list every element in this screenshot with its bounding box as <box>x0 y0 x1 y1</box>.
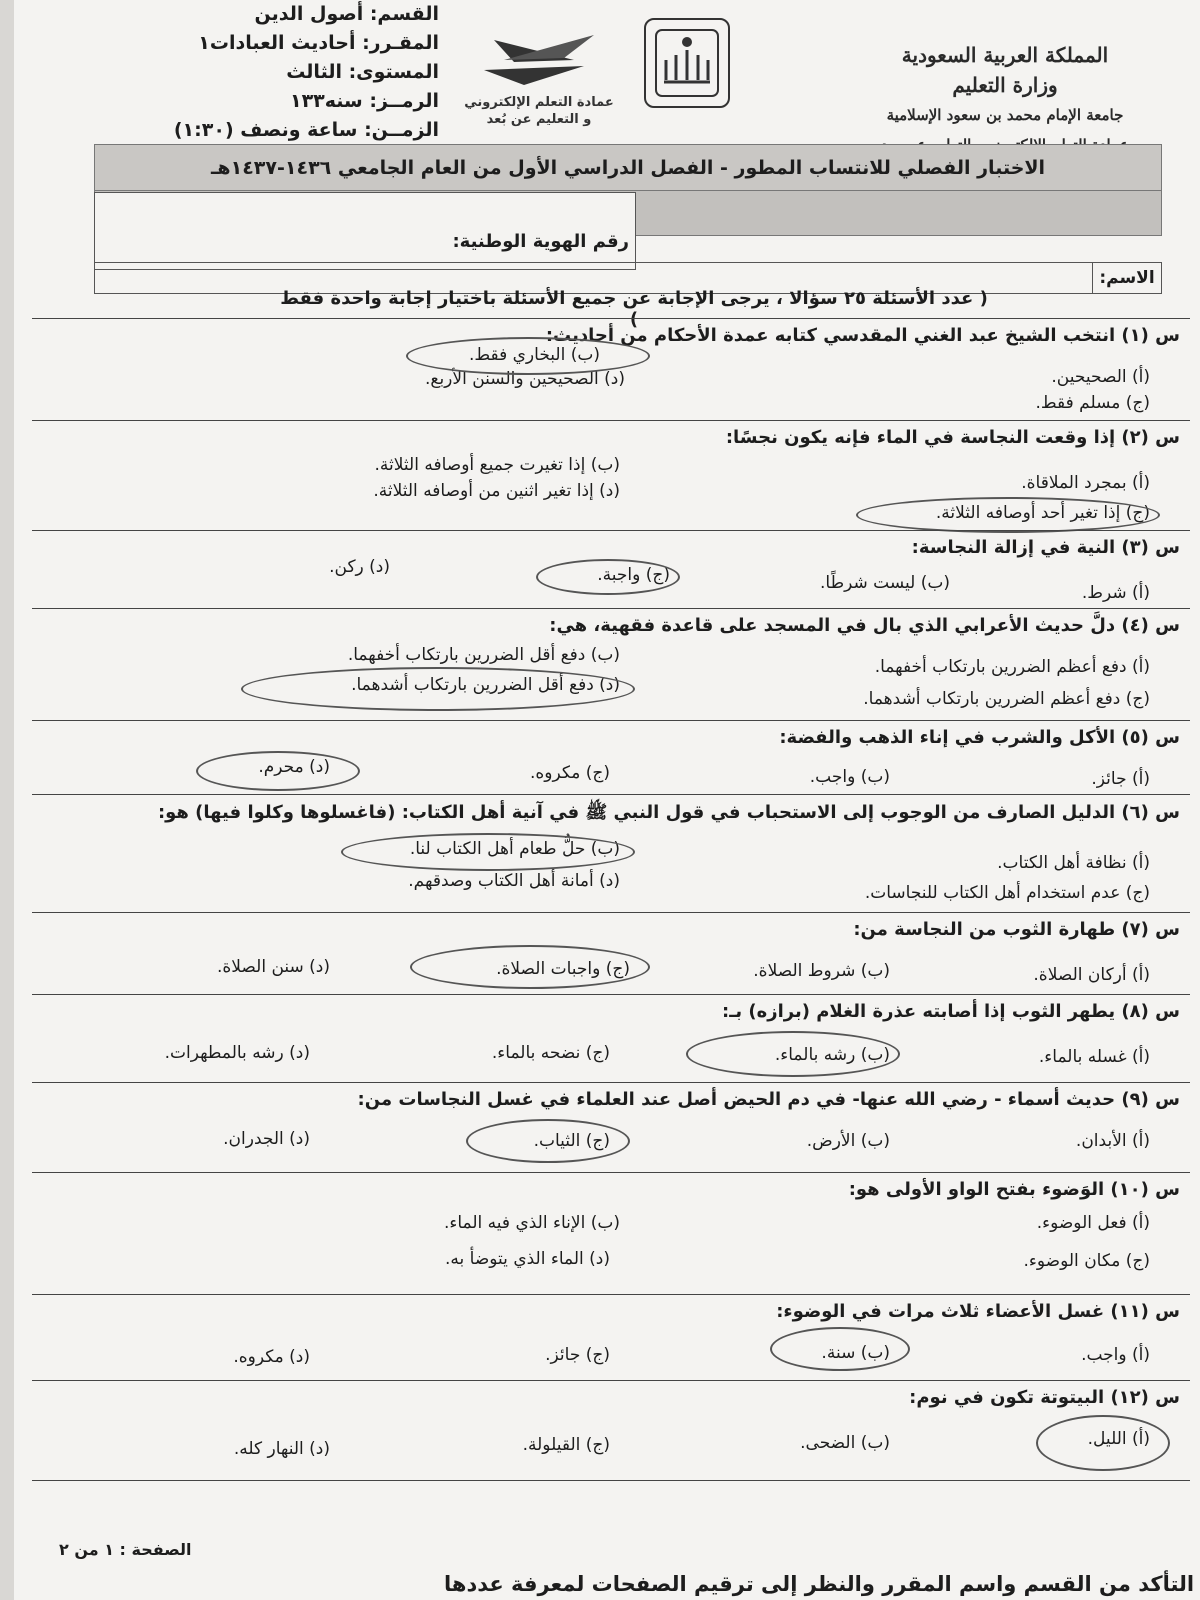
option-c: (ج) مسلم فقط. <box>1035 393 1150 413</box>
instructions: ( عدد الأسئلة ٢٥ سؤالا ، يرجى الإجابة عن جميع الأسئلة باختيار إجابة واحدة فقط ) <box>280 288 988 330</box>
question-text: س (١٢) البيتوتة تكون في نوم: <box>909 1387 1180 1408</box>
question-5 <box>32 720 1190 795</box>
question-text: س (١٠) الوَضوء بفتح الواو الأولى هو: <box>848 1179 1180 1200</box>
dept-line: القسم: أصول الدين <box>254 3 439 25</box>
page-number: الصفحة : ١ من ٢ <box>59 1540 192 1559</box>
question-text: س (٩) حديث أسماء - رضي الله عنها- في دم الحيض أصل عند العلماء في غسل النجاسات من: <box>357 1089 1180 1110</box>
answer-circle <box>1036 1415 1170 1471</box>
university-seal-icon <box>646 20 728 106</box>
option-a: (أ) واجب. <box>1081 1345 1150 1365</box>
course-info <box>109 0 439 145</box>
option-b: (ب) حلُّ طعام أهل الكتاب لنا. <box>409 839 620 859</box>
question-text: س (١) انتخب الشيخ عبد الغني المقدسي كتابه عمدة الأحكام من أحاديث: <box>545 325 1180 346</box>
answer-circle <box>406 337 650 375</box>
question-text: س (٧) طهارة الثوب من النجاسة من: <box>853 919 1180 940</box>
option-c: (ج) جائز. <box>545 1345 610 1365</box>
option-a: (أ) بمجرد الملاقاة. <box>1021 473 1150 493</box>
question-10 <box>32 1172 1190 1291</box>
answer-circle <box>410 945 650 989</box>
option-a: (أ) الصحيحين. <box>1051 367 1150 387</box>
option-a: (أ) شرط. <box>1081 583 1150 603</box>
option-a: (أ) أركان الصلاة. <box>1033 965 1150 985</box>
option-c: (ج) واجبة. <box>597 565 670 585</box>
question-9 <box>32 1082 1190 1173</box>
question-6 <box>32 794 1190 907</box>
option-b: (ب) الضحى. <box>800 1433 890 1453</box>
option-a: (أ) الليل. <box>1087 1429 1150 1449</box>
option-b: (ب) رشه بالماء. <box>774 1045 890 1065</box>
answer-circle <box>536 559 680 595</box>
elearning-logo-icon <box>454 30 624 90</box>
option-a: (أ) فعل الوضوء. <box>1036 1213 1150 1233</box>
option-b: (ب) ليست شرطًا. <box>820 573 950 593</box>
option-d: (د) ركن. <box>329 557 390 577</box>
option-d: (د) الماء الذي يتوضأ به. <box>445 1249 610 1269</box>
option-c: (ج) مكان الوضوء. <box>1023 1251 1150 1271</box>
option-d: (د) الصحيحين والسنن الأربع. <box>425 369 625 389</box>
option-a: (أ) دفع أعظم الضررين بارتكاب أخفهما. <box>874 657 1150 677</box>
option-d: (د) رشه بالمطهرات. <box>164 1043 310 1063</box>
ministry-line: وزارة التعليم <box>952 73 1058 97</box>
option-b: (ب) البخاري فقط. <box>468 345 600 365</box>
option-a: (أ) نظافة أهل الكتاب. <box>997 853 1150 873</box>
answer-circle <box>341 833 635 871</box>
question-11 <box>32 1294 1190 1375</box>
option-b: (ب) شروط الصلاة. <box>753 961 890 981</box>
name-label: الاسم: <box>1092 262 1162 294</box>
option-c: (ج) نضحه بالماء. <box>491 1043 610 1063</box>
option-a: (أ) غسله بالماء. <box>1038 1047 1150 1067</box>
question-4 <box>32 608 1190 721</box>
question-text: س (٦) الدليل الصارف من الوجوب إلى الاستحباب في قول النبي ﷺ في آنية أهل الكتاب: (فاغسلوها وكلوا فيها) هو: <box>157 802 1180 823</box>
option-c: (ج) القيلولة. <box>522 1435 610 1455</box>
option-c: (ج) الثياب. <box>533 1131 610 1151</box>
course-line: المقـرر: أحاديث العبادات١ <box>198 32 439 54</box>
time-line: الزمــن: ساعة ونصف (١:٣٠) <box>173 119 439 141</box>
option-a: (أ) الأبدان. <box>1075 1131 1150 1151</box>
option-d: (د) أمانة أهل الكتاب وصدقهم. <box>408 871 620 891</box>
option-b: (ب) إذا تغيرت جميع أوصافه الثلاثة. <box>374 455 620 475</box>
exam-title: الاختبار الفصلي للانتساب المطور - الفصل الدراسي الأول من العام الجامعي ١٤٣٦-١٤٣٧هـ <box>94 144 1162 192</box>
exam-sheet <box>14 0 1200 1600</box>
answer-circle <box>241 667 635 711</box>
university-seal <box>644 18 730 108</box>
code-line: الرمــز: سنه١٣٣ <box>289 90 439 112</box>
question-2 <box>32 420 1190 523</box>
question-text: س (٢) إذا وقعت النجاسة في الماء فإنه يكون نجسًا: <box>725 427 1180 448</box>
option-c: (ج) دفع أعظم الضررين بارتكاب أشدهما. <box>863 689 1150 709</box>
option-d: (د) النهار كله. <box>233 1439 330 1459</box>
question-8 <box>32 994 1190 1083</box>
option-a: (أ) جائز. <box>1091 769 1150 789</box>
kingdom-line: المملكة العربية السعودية <box>901 43 1109 67</box>
option-d: (د) مكروه. <box>233 1347 310 1367</box>
question-7 <box>32 912 1190 995</box>
option-b: (ب) الأرض. <box>806 1131 890 1151</box>
answer-circle <box>466 1119 630 1163</box>
option-c: (ج) إذا تغير أحد أوصافه الثلاثة. <box>935 503 1150 523</box>
question-3 <box>32 530 1190 603</box>
question-text: س (٤) دلَّ حديث الأعرابي الذي بال في المسجد على قاعدة فقهية، هي: <box>549 615 1180 636</box>
answer-circle <box>196 751 360 791</box>
option-b: (ب) واجب. <box>809 767 890 787</box>
level-line: المستوى: الثالث <box>286 61 439 83</box>
option-b: (ب) سنة. <box>821 1343 890 1363</box>
question-text: س (٣) النية في إزالة النجاسة: <box>911 537 1180 558</box>
option-d: (د) الجدران. <box>223 1129 310 1149</box>
university-line: جامعة الإمام محمد بن سعود الإسلامية <box>886 106 1124 124</box>
option-c: (ج) مكروه. <box>529 763 610 783</box>
footer-note: التأكد من القسم واسم المقرر والنظر إلى ترقيم الصفحات لمعرفة عددها <box>444 1572 1195 1596</box>
question-1 <box>32 318 1190 413</box>
option-b: (ب) الإناء الذي فيه الماء. <box>443 1213 620 1233</box>
elearning-logo-line1: عمادة التعلم الإلكتروني <box>464 95 614 110</box>
option-b: (ب) دفع أقل الضررين بارتكاب أخفهما. <box>347 645 620 665</box>
option-c: (ج) واجبات الصلاة. <box>496 959 630 979</box>
answer-circle <box>770 1327 910 1371</box>
option-d: (د) محرم. <box>258 757 330 777</box>
question-text: س (٨) يطهر الثوب إذا أصابته عذرة الغلام (برازه) بـ: <box>722 1001 1180 1022</box>
option-d: (د) دفع أقل الضررين بارتكاب أشدهما. <box>351 675 620 695</box>
option-c: (ج) عدم استخدام أهل الكتاب للنجاسات. <box>864 883 1150 903</box>
option-d: (د) إذا تغير اثنين من أوصافه الثلاثة. <box>373 481 620 501</box>
ministry-header <box>840 40 1170 160</box>
question-text: س (٥) الأكل والشرب في إناء الذهب والفضة: <box>779 727 1180 748</box>
question-12 <box>32 1380 1190 1481</box>
question-text: س (١١) غسل الأعضاء ثلاث مرات في الوضوء: <box>776 1301 1180 1322</box>
elearning-logo <box>454 30 624 140</box>
answer-circle <box>856 497 1160 533</box>
bottom-rule <box>32 1480 1190 1481</box>
national-id-label: رقم الهوية الوطنية: <box>452 231 629 252</box>
answer-circle <box>686 1031 900 1077</box>
elearning-logo-line2: و التعليم عن بُعد <box>486 112 592 127</box>
option-d: (د) سنن الصلاة. <box>216 957 330 977</box>
